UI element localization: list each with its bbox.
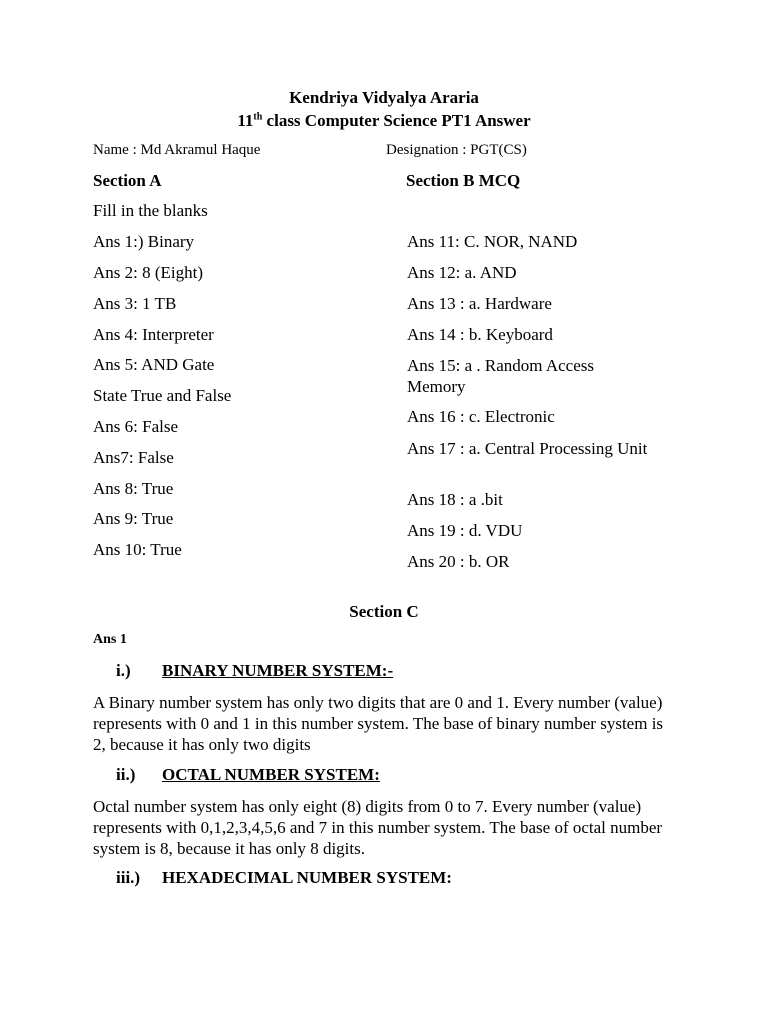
true-false-title: State True and False — [93, 386, 232, 405]
item-paragraph: A Binary number system has only two digits that are 0 and 1. Every number (value) represents with 0 and 1 in this number system. The base of binary number system is 2, because it has only two digits — [93, 693, 664, 754]
ans-1-label: Ans 1 — [93, 632, 127, 647]
mcq-answer-line: Ans 12: a. AND — [407, 263, 517, 282]
item-heading: OCTAL NUMBER SYSTEM: — [162, 765, 380, 784]
answer-line: Ans 3: 1 TB — [93, 294, 177, 313]
section-a-title: Section A — [93, 171, 162, 190]
item-paragraph: Octal number system has only eight (8) digits from 0 to 7. Every number (value) represents with 0,1,2,3,4,5,6 and 7 in this number system. The base of octal number system is 8, because it has only 8 digits. — [93, 797, 663, 858]
answer-line: Ans 10: True — [93, 540, 182, 559]
mcq-answer-line: Ans 20 : b. OR — [407, 552, 510, 571]
item-number: ii.) — [116, 765, 136, 784]
school-title: Kendriya Vidyalya Araria — [289, 88, 479, 107]
class-number: 11 — [237, 111, 254, 130]
mcq-answer-line: Ans 18 : a .bit — [407, 490, 503, 509]
answer-line: Ans 9: True — [93, 509, 174, 528]
mcq-answer-line: Ans 13 : a. Hardware — [407, 294, 552, 313]
mcq-answer-line: Ans 14 : b. Keyboard — [407, 325, 553, 344]
exam-title — [0, 111, 768, 131]
mcq-answer-line: Ans 11: C. NOR, NAND — [407, 232, 578, 251]
teacher-designation: Designation : PGT(CS) — [386, 142, 527, 158]
answer-line: Ans7: False — [93, 448, 174, 467]
mcq-answer-line: Ans 19 : d. VDU — [407, 521, 523, 540]
item-heading: HEXADECIMAL NUMBER SYSTEM: — [162, 868, 452, 887]
item-number: i.) — [116, 661, 131, 680]
item-heading: BINARY NUMBER SYSTEM:- — [162, 661, 394, 680]
class-superscript: th — [253, 111, 263, 123]
answer-line: Ans 4: Interpreter — [93, 325, 214, 344]
answer-line: Ans 8: True — [93, 479, 174, 498]
mcq-answer-line: Ans 15: a . Random Access Memory — [407, 356, 594, 396]
answer-line: Ans 1:) Binary — [93, 232, 195, 251]
mcq-answer-line: Ans 16 : c. Electronic — [407, 407, 555, 426]
teacher-name: Name : Md Akramul Haque — [93, 142, 261, 158]
fill-blanks-title: Fill in the blanks — [93, 201, 208, 220]
item-number: iii.) — [116, 868, 141, 887]
exam-title-rest: class Computer Science PT1 Answer — [262, 111, 531, 130]
answer-line: Ans 6: False — [93, 417, 178, 436]
answer-line: Ans 5: AND Gate — [93, 355, 215, 374]
section-c-title: Section C — [349, 602, 419, 621]
answer-line: Ans 2: 8 (Eight) — [93, 263, 204, 282]
section-b-title: Section B MCQ — [406, 171, 521, 190]
mcq-answer-line: Ans 17 : a. Central Processing Unit — [407, 439, 648, 458]
